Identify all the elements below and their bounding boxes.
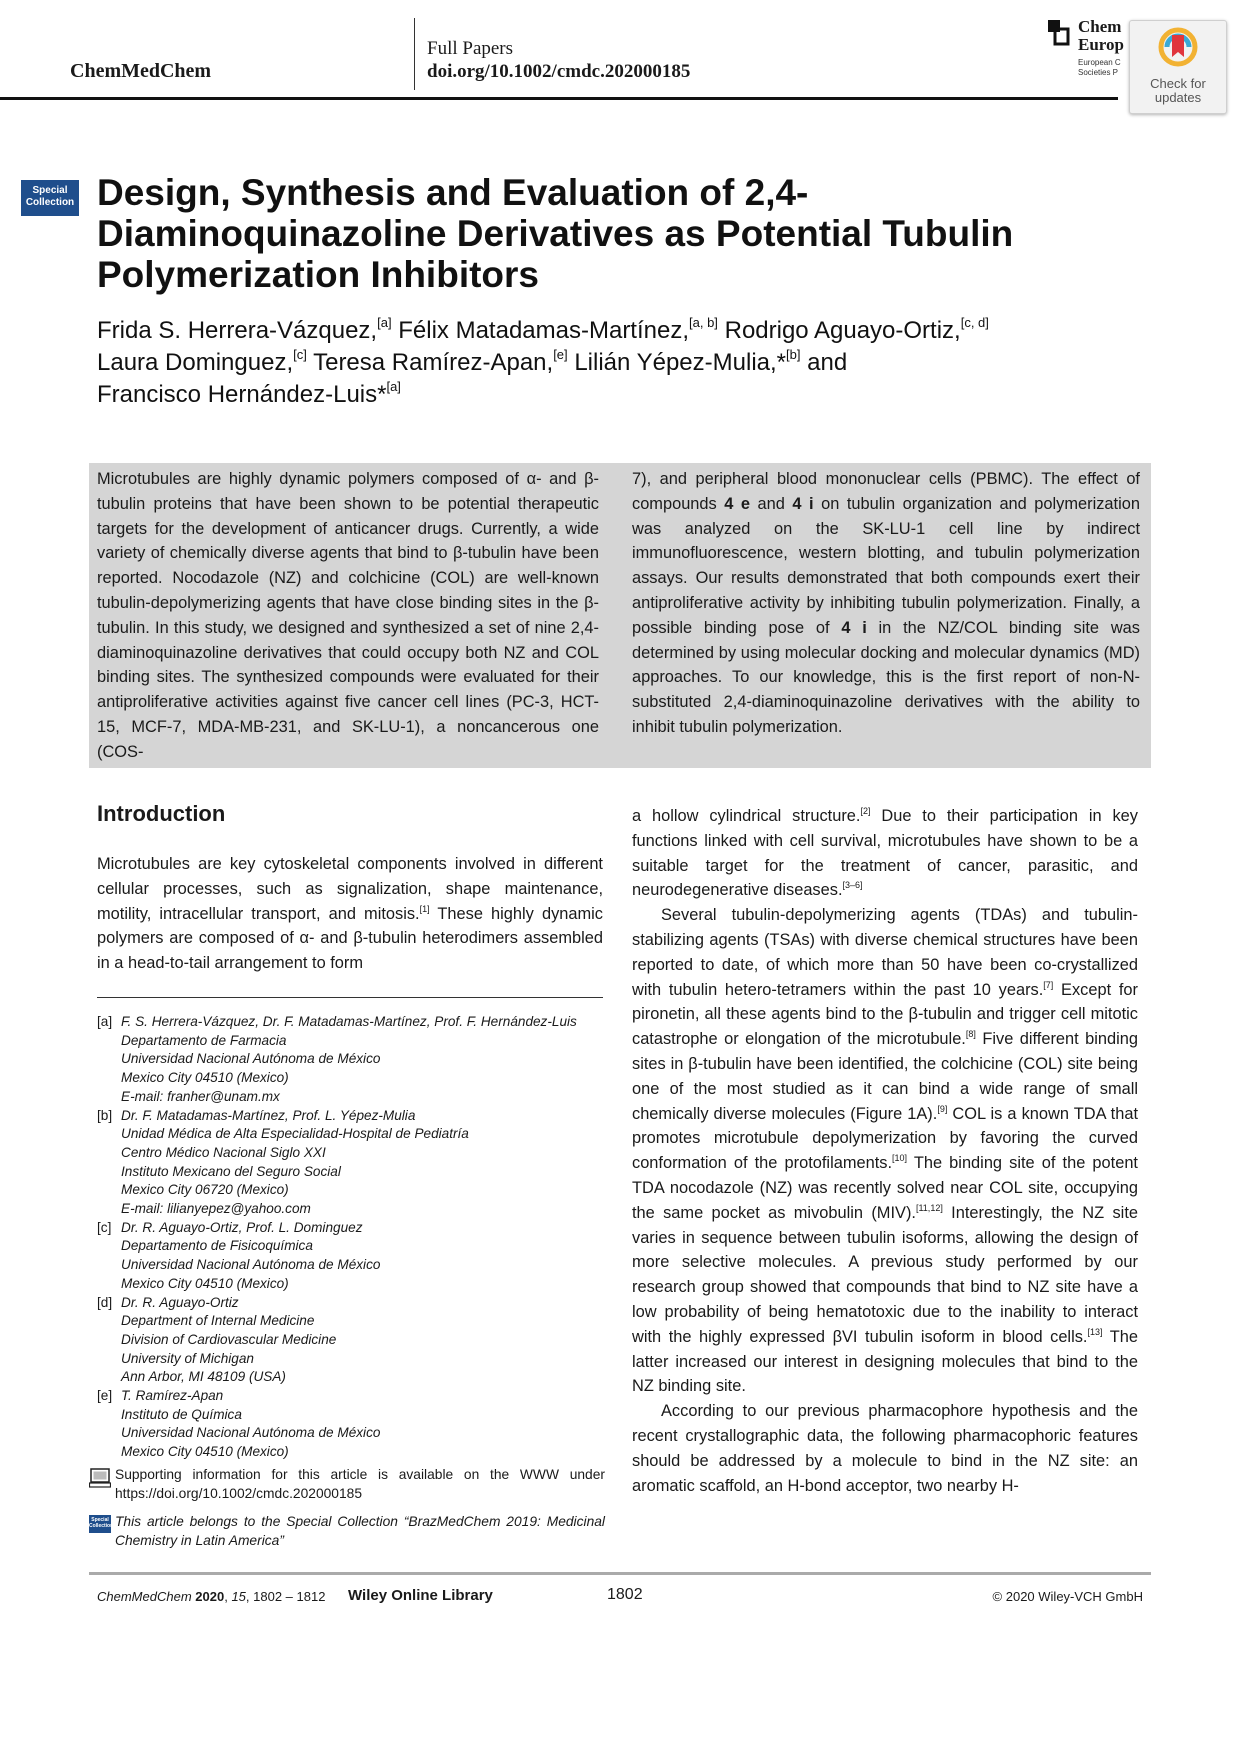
affiliation-line: T. Ramírez-Apan [121, 1388, 224, 1404]
affiliation-email[interactable]: E-mail: franher@unam.mx [121, 1088, 280, 1104]
affiliation-lines [121, 1013, 577, 1107]
affiliation-tag: [c] [97, 1219, 112, 1235]
abstract-left-column: Microtubules are highly dynamic polymers composed of α- and β-tubulin proteins that have been shown to be potential therapeutic targets for the development of anticancer drugs. Currently, a wide variety of chemically diverse agents that bind to β-tubulin have been reported. Nocodazole (NZ) and colchicine (COL) are well-known tubulin-depolymerizing agents that have close binding sites in the β-tubulin. In this study, we designed and synthesized a set of nine 2,4-diaminoquinazoline derivatives that could occupy both NZ and COL binding sites. The synthesized compounds were evaluated for their antiproliferative activities against five cancer cell lines (PC-3, HCT-15, MCF-7, MDA-MB-231, and SK-LU-1), a noncancerous one (COS- [97, 470, 599, 761]
affiliations [97, 1013, 617, 1462]
body-text: Except for pironetin, all these agents bind to the β-tubulin and trigger cell mitotic catastrophe or elongation of the microtubule. [632, 980, 1139, 1049]
affiliation-line: Unidad Médica de Alta Especialidad-Hospital de Pediatría [121, 1126, 469, 1142]
affiliation-line: Division of Cardiovascular Medicine [121, 1331, 337, 1347]
affiliation-line: Mexico City 06720 (Mexico) [121, 1182, 289, 1198]
supporting-info-note [89, 1466, 605, 1503]
body-text: Five different binding sites in β-tubulin have been identified, the colchicine (COL) site being one of the most studied as it can bind a wide range of small chemically diverse molecules (Figure 1A). [632, 1030, 1139, 1123]
logo-name-line1: Chem [1078, 18, 1122, 36]
footer-pages: 1802 – 1812 [253, 1589, 326, 1604]
sc-icon-line2: Collection [89, 1523, 114, 1529]
wiley-online-library-link[interactable]: Wiley Online Library [348, 1587, 493, 1604]
compound-label: 4 e [724, 494, 750, 513]
affiliation-tag: [b] [97, 1107, 113, 1123]
supporting-info-text[interactable]: Supporting information for this article is available on the WWW under https://doi.org/10.1002/cmdc.202000185 [115, 1467, 605, 1501]
header-rule [0, 97, 1118, 100]
affiliation-line: University of Michigan [121, 1350, 254, 1366]
affiliation-line: Universidad Nacional Autónoma de México [121, 1051, 381, 1067]
affiliation-line: Mexico City 04510 (Mexico) [121, 1275, 289, 1291]
intro-paragraph [632, 903, 1138, 1399]
footer-year: 2020 [195, 1589, 225, 1604]
affiliation-line: F. S. Herrera-Vázquez, Dr. F. Matadamas-Martínez, Prof. F. Hernández-Luis [121, 1014, 577, 1029]
author-affiliation: [c, d] [960, 315, 989, 330]
affiliation-tag: [e] [97, 1388, 113, 1404]
logo-subtitle [1078, 58, 1121, 78]
body-text: Several tubulin-depolymerizing agents (TDAs) and tubulin-stabilizing agents (TSAs) with diverse chemical structures have been reported to date, of which more than 50 have been co-crystallized with tubulin hetero-tetramers within the past 10 years. [632, 906, 1138, 999]
body-text: Microtubules are key cytoskeletal components involved in different cellular processes, such as signalization, shape maintenance, motility, intracellular transport, and mitosis. [97, 855, 603, 923]
affiliation-line: Dr. R. Aguayo-Ortiz, Prof. L. Dominguez [121, 1219, 363, 1235]
affiliation-email[interactable]: E-mail: lilianyepez@yahoo.com [121, 1201, 311, 1217]
abstract-box [89, 463, 1151, 768]
affiliation-line: Universidad Nacional Autónoma de México [121, 1257, 381, 1273]
reference-link[interactable]: [9] [937, 1103, 948, 1114]
reference-link[interactable]: [13] [1087, 1326, 1103, 1337]
intro-left-column [97, 852, 603, 976]
running-journal-name: ChemMedChem [70, 60, 212, 82]
affiliation-tag: [d] [97, 1294, 113, 1310]
special-collection-icon [89, 1515, 114, 1533]
affiliation-tag: [a] [97, 1014, 113, 1029]
affiliation-line: Ann Arbor, MI 48109 (USA) [121, 1369, 286, 1385]
affiliation-b [97, 1107, 617, 1219]
logo-sub-line1: European C [1078, 58, 1121, 67]
affiliation-line: Mexico City 04510 (Mexico) [121, 1070, 289, 1086]
author-affiliation: [a] [377, 315, 392, 330]
footnote-rule [97, 997, 603, 998]
affiliation-line: Mexico City 04510 (Mexico) [121, 1444, 289, 1460]
intro-right-column [632, 804, 1138, 1498]
badge-line1: Special [32, 185, 68, 196]
author-name: Teresa Ramírez-Apan, [313, 349, 554, 376]
body-text: The binding site of the potent TDA nocodazole (NZ) was recently solved near COL site, occupying the same pocket as mivobulin (MIV). [632, 1154, 1138, 1222]
affiliation-line: Instituto de Química [121, 1406, 242, 1422]
author-affiliation: [e] [553, 347, 568, 362]
abstract-text: in the NZ/COL binding site was determined by using molecular docking and molecular dynamics (MD) approaches. To our knowledge, this is the first report of non-N-substituted 2,4-diaminoquinazoline derivatives with the ability to inhibit tubulin polymerization. [632, 618, 1140, 736]
author-list [97, 315, 1097, 411]
check-updates-line1: Check for [1150, 76, 1206, 91]
logo-sub-line2: Societies P [1078, 68, 1119, 77]
author-name: Frida S. Herrera-Vázquez, [97, 317, 378, 344]
affiliation-line: Instituto Mexicano del Seguro Social [121, 1163, 341, 1179]
affiliation-line: Centro Médico Nacional Siglo XXI [121, 1144, 326, 1160]
logo-name-line2: Europ [1078, 35, 1124, 54]
special-collection-badge [21, 180, 79, 216]
body-text: Interestingly, the NZ site varies in sequence between tubulin isoforms, allowing the design of more selective molecules. A previous study performed by our research group showed that compounds that bind to NZ site have a low probability of being hematotoxic due to the inability to interact with the highly expressed βVI tubulin isoform in blood cells. [632, 1203, 1138, 1346]
reference-link[interactable]: [1] [419, 903, 430, 914]
page-number: 1802 [607, 1586, 643, 1603]
sc-icon-line1: Special [91, 1517, 109, 1523]
footer-rule [89, 1572, 1151, 1575]
author-affiliation: [c] [293, 347, 307, 362]
affiliation-line: Department of Internal Medicine [121, 1313, 315, 1329]
reference-link[interactable]: [11,12] [915, 1202, 943, 1213]
article-title: Design, Synthesis and Evaluation of 2,4-Diaminoquinazoline Derivatives as Potential Tubulin Polymerization Inhibitors [97, 172, 1014, 295]
affiliation-line: Dr. R. Aguayo-Ortiz [121, 1294, 239, 1310]
affiliation-lines [121, 1387, 380, 1462]
affiliation-lines [121, 1219, 380, 1294]
affiliation-d [97, 1294, 617, 1388]
doi-link[interactable]: doi.org/10.1002/cmdc.202000185 [427, 61, 691, 82]
affiliation-line: Universidad Nacional Autónoma de México [121, 1425, 381, 1441]
affiliation-line: Departamento de Farmacia [121, 1032, 287, 1048]
body-text: Due to their participation in key functions linked with cell survival, microtubules have shown to be a suitable target for the treatment of cancer, parasitic, and neurodegenerative diseases. [632, 807, 1138, 900]
affiliation-line: Dr. F. Matadamas-Martínez, Prof. L. Yépez-Mulia [121, 1107, 416, 1123]
compound-label: 4 i [841, 618, 867, 637]
author-affiliation: [a, b] [689, 315, 718, 330]
abstract-right-column [632, 467, 1140, 740]
author-name: Lilián Yépez-Mulia,* [574, 349, 787, 376]
header-divider [414, 18, 415, 90]
chemistry-europe-logo[interactable] [1048, 18, 1134, 84]
reference-link[interactable]: [8] [965, 1029, 976, 1040]
author-line-3 [97, 379, 1097, 411]
introduction-heading: Introduction [97, 801, 226, 826]
abstract-text: 7), and peripheral blood mononuclear cells (PBMC). The effect of compounds [632, 470, 1140, 513]
reference-link[interactable]: [10] [892, 1153, 908, 1164]
body-text: These highly dynamic polymers are composed of α- and β-tubulin heterodimers assembled in a head-to-tail arrangement to form [97, 904, 603, 973]
check-for-updates-button[interactable] [1129, 20, 1227, 114]
special-collection-note [89, 1513, 605, 1550]
article-type: Full Papers [427, 38, 514, 59]
author-affiliation: [b] [786, 347, 801, 362]
badge-line2: Collection [25, 197, 75, 208]
check-updates-line2: updates [1154, 90, 1202, 105]
footer-volume: 15 [231, 1589, 246, 1604]
author-and: and [807, 349, 848, 376]
affiliation-line: Departamento de Fisicoquímica [121, 1238, 313, 1254]
reference-link[interactable]: [3–6] [842, 880, 863, 891]
body-text: COL is a known TDA that promotes microtubule depolymerization by favoring the curved conformation of the protofilaments. [632, 1104, 1138, 1173]
author-name: Francisco Hernández-Luis* [97, 381, 387, 408]
check-for-updates-label [1130, 77, 1226, 105]
affiliation-a [97, 1013, 617, 1107]
computer-icon [89, 1468, 111, 1488]
author-name: Laura Dominguez, [97, 349, 294, 376]
affiliation-c [97, 1219, 617, 1294]
footer-journal: ChemMedChem [97, 1589, 192, 1604]
footer-citation: ChemMedChem 2020, 15, 1802 – 1812 [97, 1589, 326, 1604]
chemistry-europe-mark-icon [1048, 20, 1070, 46]
affiliation-e [97, 1387, 617, 1462]
abstract-text: and [750, 494, 793, 513]
author-line-2 [97, 347, 1097, 379]
author-affiliation: [a] [386, 379, 401, 394]
logo-name [1078, 18, 1124, 54]
body-text: The latter increased our interest in designing molecules that bind to the NZ binding site. [632, 1327, 1138, 1396]
intro-paragraph: According to our previous pharmacophore hypothesis and the recent crystallographic data, the following pharmacophoric features should be addressed by a molecule to bind in the NZ site: an aromatic scaffold, an H-bond acceptor, two nearby H- [632, 1402, 1138, 1495]
body-text: a hollow cylindrical structure. [632, 807, 861, 825]
author-name: Rodrigo Aguayo-Ortiz, [724, 317, 961, 344]
affiliation-lines [121, 1294, 336, 1388]
intro-paragraph [97, 852, 603, 976]
abstract-text: on tubulin organization and polymerization was analyzed on the SK-LU-1 cell line by indirect immunofluorescence, western blotting, and tubulin polymerization assays. Our results demonstrated that both compounds exert their antiproliferative activity by inhibiting tubulin polymerization. Finally, a possible binding pose of [632, 494, 1140, 637]
author-name: Félix Matadamas-Martínez, [398, 317, 690, 344]
special-collection-text: This article belongs to the Special Collection “BrazMedChem 2019: Medicinal Chemistry in Latin America” [115, 1514, 605, 1548]
copyright: © 2020 Wiley-VCH GmbH [992, 1589, 1143, 1604]
intro-paragraph [632, 804, 1138, 903]
reference-link[interactable]: [2] [860, 806, 871, 816]
compound-label: 4 i [792, 494, 814, 513]
crossmark-icon [1158, 27, 1198, 71]
reference-link[interactable]: [7] [1043, 979, 1054, 990]
affiliation-lines [121, 1107, 469, 1219]
author-line-1 [97, 315, 1097, 347]
